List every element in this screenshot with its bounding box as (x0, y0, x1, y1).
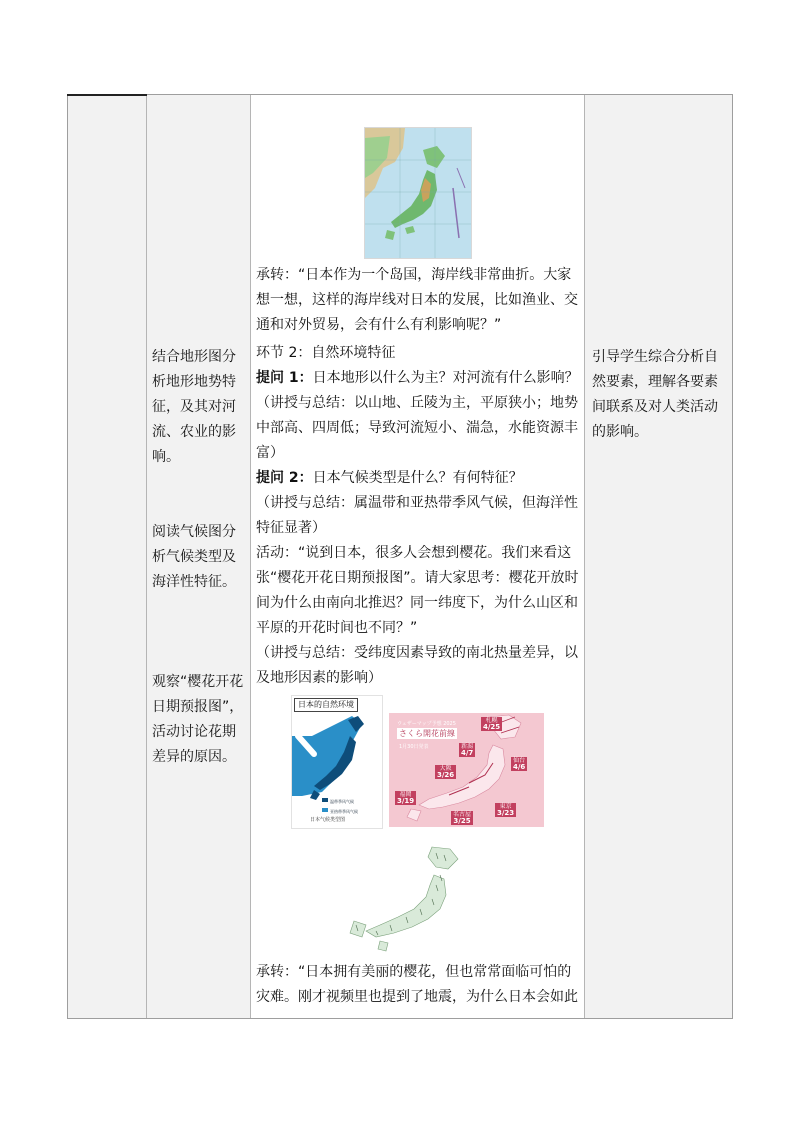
env-legend-temperate: 温带季风气候 (330, 799, 354, 804)
japan-vegetation-map (346, 845, 486, 955)
env-map-note: 日本气候类型图 (310, 817, 346, 823)
question-1-label: 提问 1： (256, 370, 313, 386)
activity-text: 活动：“说到日本，很多人会想到樱花。我们来看这张“樱花开花日期预报图”。请大家思考：樱花开放时间为什么由南向北推迟？同一纬度下，为什么山区和平原的开花时间也不同？” (256, 545, 579, 636)
teacher-activity-column (251, 95, 585, 1018)
natural-environment-map (291, 695, 383, 829)
transition-text-2: 承转：“日本拥有美丽的樱花，但也常常面临可怕的灾难。刚才视频里也提到了地震，为什么日本会如此 (256, 964, 578, 1005)
question-2-label: 提问 2： (256, 470, 313, 486)
activity-terrain: 结合地形图分析地形地势特征，及其对河流、农业的影响。 (152, 349, 236, 465)
sakura-label-nagoya: 名古屋 3/25 (453, 811, 472, 825)
student-activity-column (147, 95, 251, 1018)
design-intent-text: 引导学生综合分析自然要素，理解各要素间联系及对人类活动的影响。 (592, 349, 718, 440)
sakura-title: さくら開花前線 (399, 729, 455, 738)
japan-topographic-map (364, 127, 472, 259)
section-heading: 环节 2：自然环境特征 (256, 345, 396, 361)
design-intent-column (585, 95, 732, 1018)
activity-sakura: 观察“樱花开花日期预报图”，活动讨论花期差异的原因。 (152, 674, 244, 765)
answer-3: （讲授与总结：受纬度因素导致的南北热量差异，以及地形因素的影响） (256, 645, 578, 686)
stage-column (68, 95, 147, 1018)
sakura-label-niigata: 新潟 4/7 (461, 743, 474, 757)
question-2-text: 日本气候类型是什么？有何特征？ (312, 470, 523, 486)
lesson-plan-table (67, 94, 733, 1019)
question-2 (256, 466, 582, 491)
question-1 (256, 366, 582, 391)
env-map-title: 日本的自然环境 (294, 698, 358, 712)
sakura-label-sendai: 仙台 4/6 (513, 757, 526, 771)
answer-1: （讲授与总结：以山地、丘陵为主，平原狭小；地势中部高、四周低；导致河流短小、湍急，水能资源丰富） (256, 395, 578, 461)
transition-text-1: 承转：“日本作为一个岛国，海岸线非常曲折。大家想一想，这样的海岸线对日本的发展，比如渔业、交通和对外贸易，会有什么有利影响呢？” (256, 267, 578, 333)
question-1-text: 日本地形以什么为主？对河流有什么影响？ (312, 370, 579, 386)
header-rule (67, 94, 147, 96)
env-legend-subtropical: 亚热带季风气候 (330, 809, 358, 814)
answer-2: （讲授与总结：属温带和亚热带季风气候，但海洋性特征显著） (256, 495, 578, 536)
sakura-header: ウェザーマップ予想 2025 (397, 721, 456, 727)
sakura-forecast-map (389, 713, 544, 827)
sakura-date: 1月30日発表 (399, 744, 429, 750)
sakura-label-osaka: 大阪 3/26 (437, 765, 455, 779)
activity-climate: 阅读气候图分析气候类型及海洋性特征。 (152, 524, 236, 590)
sakura-label-tokyo: 東京 3/23 (497, 803, 515, 817)
sakura-label-sapporo: 札幌 4/25 (483, 717, 501, 731)
sakura-label-fukuoka: 福岡 3/19 (397, 791, 415, 805)
